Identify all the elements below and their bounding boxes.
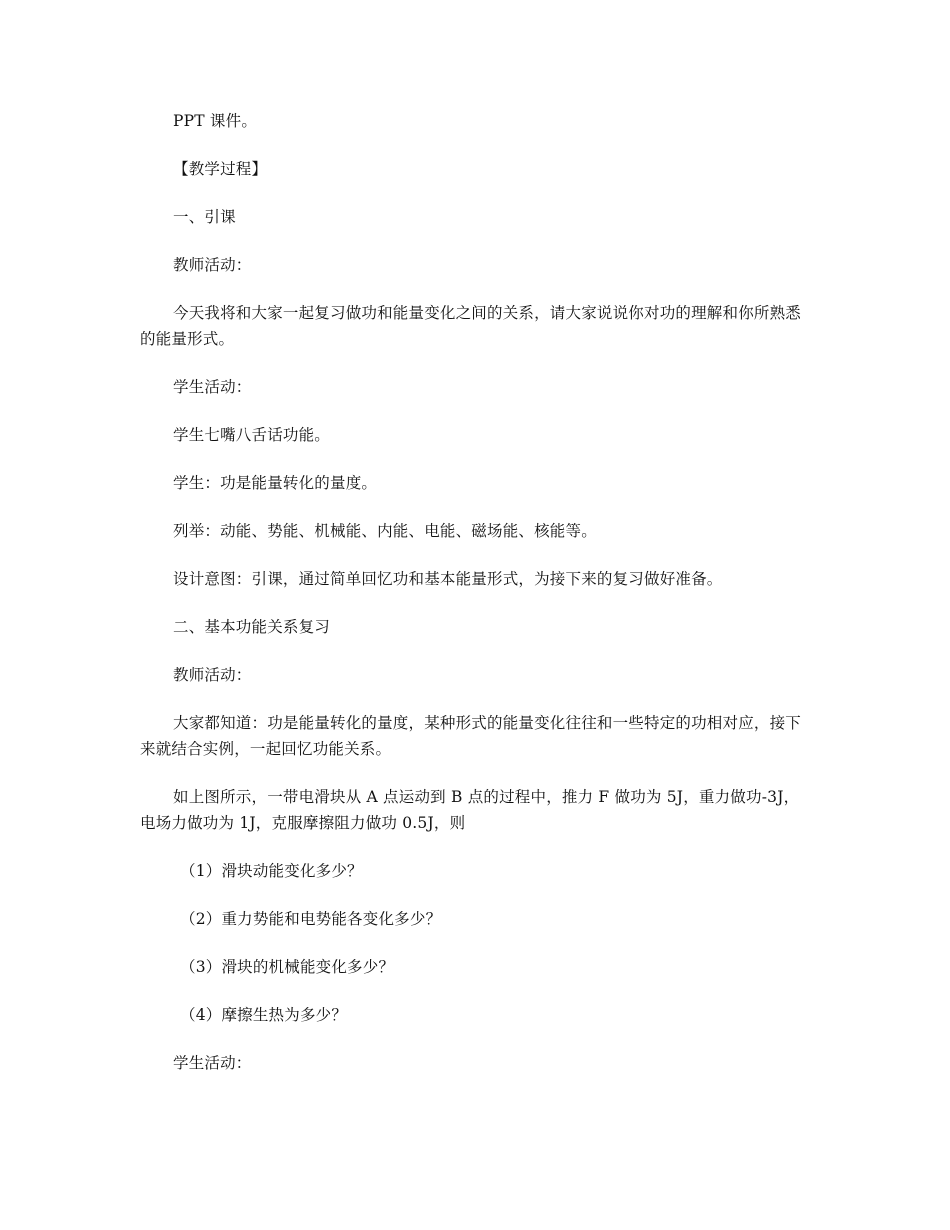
- paragraph-design-intent: 设计意图：引课，通过简单回忆功和基本能量形式，为接下来的复习做好准备。: [173, 570, 723, 588]
- paragraph-teacher-intro: 今天我将和大家一起复习做功和能量变化之间的关系，请大家说说你对功的理解和你所熟悉的能量形式。: [140, 304, 802, 348]
- label-teacher-activity: 教师活动：: [173, 256, 252, 274]
- label-student-activity-2: 学生活动：: [173, 1054, 252, 1072]
- question-3: （3）滑块的机械能变化多少？: [180, 958, 395, 976]
- section-heading-teaching-process: 【教学过程】: [173, 160, 268, 178]
- paragraph-student-answer: 学生：功是能量转化的量度。: [173, 474, 378, 492]
- paragraph-work-energy: 大家都知道：功是能量转化的量度，某种形式的能量变化往往和一些特定的功相对应，接下来就结合实例，一起回忆功能关系。: [140, 714, 802, 758]
- section-heading-intro: 一、引课: [173, 208, 236, 226]
- question-4: （4）摩擦生热为多少？: [180, 1006, 348, 1024]
- label-student-activity: 学生活动：: [173, 378, 252, 396]
- label-teacher-activity-2: 教师活动：: [173, 666, 252, 684]
- question-2: （2）重力势能和电势能各变化多少？: [180, 910, 442, 928]
- paragraph-student-discussion: 学生七嘴八舌话功能。: [173, 426, 331, 444]
- paragraph-example-problem: 如上图所示，一带电滑块从 A 点运动到 B 点的过程中，推力 F 做功为 5J，重力做功-3J，电场力做功为 1J，克服摩擦阻力做功 0.5J，则: [140, 788, 800, 832]
- question-1: （1）滑块动能变化多少？: [180, 862, 363, 880]
- paragraph-energy-list: 列举：动能、势能、机械能、内能、电能、磁场能、核能等。: [173, 522, 597, 540]
- paragraph-materials: PPT 课件。: [173, 112, 258, 130]
- section-heading-review: 二、基本功能关系复习: [173, 618, 331, 636]
- document-body: [140, 108, 812, 1098]
